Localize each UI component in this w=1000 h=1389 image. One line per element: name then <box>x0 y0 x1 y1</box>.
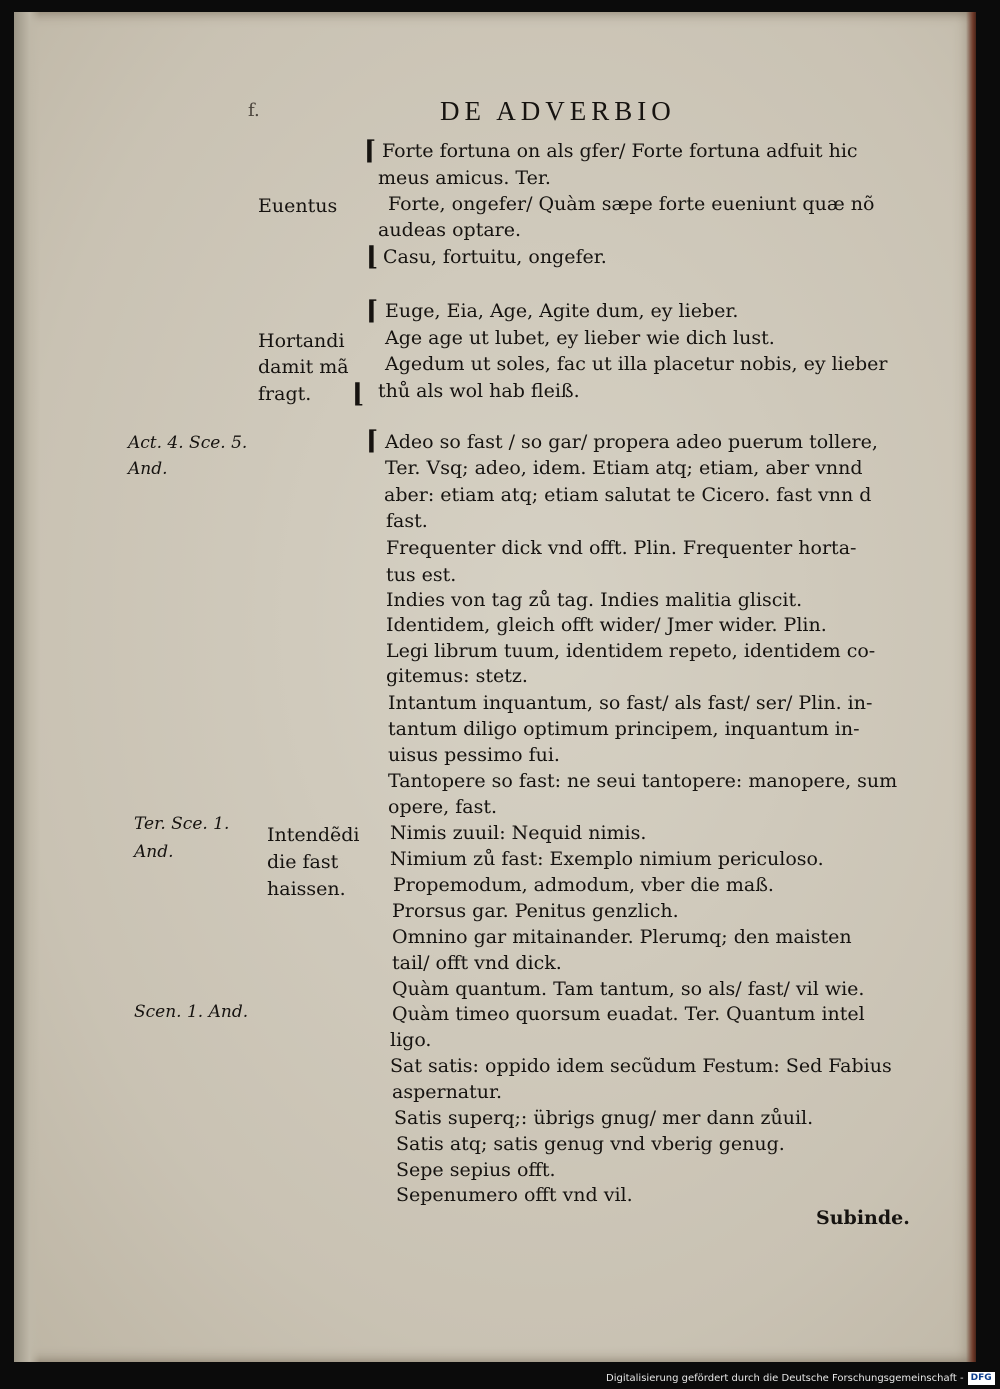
margin-note: Ter. Sce. 1. <box>134 814 230 834</box>
text-line: Nimis zuuil: Nequid nimis. <box>390 822 647 844</box>
text-line: Quàm quantum. Tam tantum, so als/ fast/ vil wie. <box>392 978 865 1000</box>
book-edge <box>966 12 976 1362</box>
page-title: DE ADVERBIO <box>440 96 676 126</box>
page-number: f. <box>248 100 260 121</box>
side-label-hortandi: damit mã <box>258 356 349 378</box>
page-gutter-shadow <box>14 12 40 1362</box>
text-line: audeas optare. <box>378 219 522 241</box>
text-line: aspernatur. <box>392 1081 503 1103</box>
catchword: Subinde. <box>816 1207 910 1229</box>
text-line: Age age ut lubet, ey lieber wie dich lust. <box>385 327 775 349</box>
margin-note: And. <box>128 459 168 479</box>
text-line: Nimium zů fast: Exemplo nimium periculoso. <box>390 848 824 870</box>
text-line: fast. <box>386 510 428 532</box>
brace-open: ⌈ <box>366 296 379 326</box>
text-line: Satis atq; satis genug vnd vberig genug. <box>396 1133 785 1155</box>
digitization-footer <box>606 1371 995 1387</box>
side-label-intendendi: die fast <box>267 851 339 873</box>
text-line: tus est. <box>386 564 457 586</box>
text-line: Tantopere so fast: ne seui tantopere: manopere, sum <box>388 770 898 792</box>
text-line: Sepe sepius offt. <box>396 1159 556 1181</box>
side-label-hortandi: Hortandi <box>258 330 345 352</box>
brace-open: ⌈ <box>364 136 377 166</box>
text-line: aber: etiam atq; etiam salutat te Cicero. fast vnn d <box>384 484 872 506</box>
text-line: Agedum ut soles, fac ut illa placetur nobis, ey lieber <box>385 353 888 375</box>
text-line: Quàm timeo quorsum euadat. Ter. Quantum intel <box>392 1003 865 1025</box>
text-line: uisus pessimo fui. <box>388 744 560 766</box>
margin-note: Scen. 1. And. <box>134 1002 249 1022</box>
dfg-logo-icon: DFG <box>968 1372 995 1385</box>
text-line: Frequenter dick vnd offt. Plin. Frequenter horta- <box>386 537 857 559</box>
text-line: thů als wol hab fleiß. <box>378 380 580 402</box>
text-line: Adeo so fast / so gar/ propera adeo puerum tollere, <box>385 431 878 453</box>
margin-note: And. <box>134 842 174 862</box>
text-line: meus amicus. Ter. <box>378 167 551 189</box>
text-line: Identidem, gleich offt wider/ Jmer wider. Plin. <box>386 614 827 636</box>
text-line: Omnino gar mitainander. Plerumq; den maisten <box>392 926 852 948</box>
text-line: Forte, ongefer/ Quàm sæpe forte eueniunt quæ nõ <box>388 193 875 215</box>
text-line: Prorsus gar. Penitus genzlich. <box>392 900 679 922</box>
text-line: Ter. Vsq; adeo, idem. Etiam atq; etiam, aber vnnd <box>385 457 863 479</box>
text-line: Forte fortuna on als gfer/ Forte fortuna adfuit hic <box>382 140 858 162</box>
side-label-intendendi: haissen. <box>267 878 346 900</box>
side-label-intendendi: Intendẽdi <box>267 824 360 846</box>
brace-open: ⌈ <box>366 426 379 456</box>
side-label-hortandi: fragt. <box>258 383 312 405</box>
text-line: Casu, fortuitu, ongefer. <box>383 246 607 268</box>
text-line: Indies von tag zů tag. Indies malitia gliscit. <box>386 589 803 611</box>
text-line: Legi librum tuum, identidem repeto, identidem co- <box>386 640 876 662</box>
margin-note: Act. 4. Sce. 5. <box>128 433 248 453</box>
text-line: opere, fast. <box>388 796 498 818</box>
text-line: Intantum inquantum, so fast/ als fast/ ser/ Plin. in- <box>388 692 873 714</box>
brace-close: ⌊ <box>352 379 365 409</box>
text-line: ligo. <box>390 1029 432 1051</box>
side-label-eventus: Euentus <box>258 195 338 217</box>
text-line: gitemus: stetz. <box>386 665 528 687</box>
text-line: tail/ offt vnd dick. <box>392 952 562 974</box>
text-line: tantum diligo optimum principem, inquantum in- <box>388 718 860 740</box>
text-line: Satis superq;: übrigs gnug/ mer dann zůuil. <box>394 1107 814 1129</box>
text-line: Sat satis: oppido idem secũdum Festum: Sed Fabius <box>390 1055 892 1077</box>
footer-text: Digitalisierung gefördert durch die Deutsche Forschungsgemeinschaft - <box>606 1373 964 1384</box>
text-line: Euge, Eia, Age, Agite dum, ey lieber. <box>385 300 739 322</box>
text-line: Propemodum, admodum, vber die maß. <box>393 874 774 896</box>
brace-close: ⌊ <box>366 242 379 272</box>
text-line: Sepenumero offt vnd vil. <box>396 1184 633 1206</box>
